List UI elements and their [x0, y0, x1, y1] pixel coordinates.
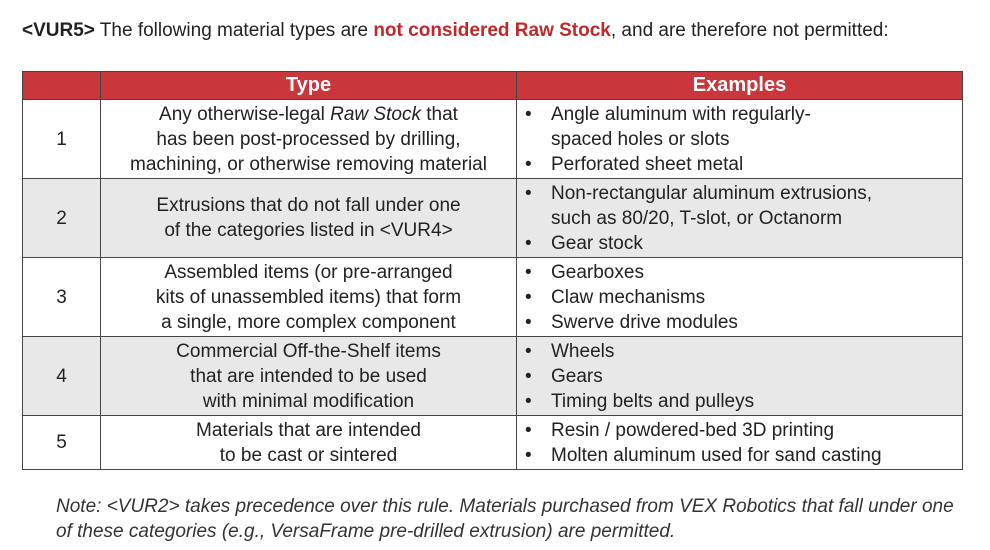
type-line: that are intended to be used [190, 365, 427, 387]
type-line: Assembled items (or pre-arranged [164, 261, 453, 283]
type-line: Commercial Off-the-Shelf items [176, 340, 441, 362]
row-type [101, 416, 517, 470]
header-type: Type [101, 72, 517, 100]
example-item: • Timing belts and pulleys [517, 389, 962, 414]
header-number [23, 72, 101, 100]
row-examples [517, 100, 963, 179]
rule-intro [22, 18, 889, 44]
example-item: • Swerve drive modules [517, 310, 962, 335]
table-row [23, 258, 963, 337]
type-line: has been post-processed by drilling, [156, 128, 461, 150]
type-line: kits of unassembled items) that form [155, 286, 462, 308]
row-type [101, 337, 517, 416]
row-number: 4 [23, 337, 101, 416]
type-line: machining, or otherwise removing material [130, 153, 487, 175]
example-item: • Molten aluminum used for sand casting [517, 443, 962, 468]
row-type [101, 258, 517, 337]
example-item: • Perforated sheet metal [517, 152, 962, 177]
type-line: Extrusions that do not fall under one [156, 195, 461, 216]
type-line: a single, more complex component [161, 311, 456, 333]
type-line: of the categories listed in <VUR4> [164, 220, 453, 241]
intro-highlight: not considered Raw Stock [373, 20, 611, 41]
material-types-table [22, 71, 963, 470]
intro-text-before: The following material types are [94, 20, 374, 41]
example-item: • Gear stock [517, 231, 962, 256]
intro-text-after: , and are therefore not permitted: [610, 20, 889, 41]
row-number: 1 [23, 100, 101, 179]
header-examples: Examples [517, 72, 963, 100]
table-row [23, 179, 963, 258]
row-examples [517, 337, 963, 416]
table-header-row [23, 72, 963, 100]
row-examples [517, 416, 963, 470]
row-number: 5 [23, 416, 101, 470]
row-type [101, 100, 517, 179]
type-line: to be cast or sintered [219, 444, 398, 466]
example-item: • Gearboxes [517, 260, 962, 285]
example-item: • Angle aluminum with regularly-spaced holes or slots [517, 102, 962, 152]
example-item: • Gears [517, 364, 962, 389]
row-examples [517, 258, 963, 337]
rule-tag: <VUR5> [22, 20, 95, 41]
row-examples [517, 179, 963, 258]
row-type [101, 179, 517, 258]
table-row [23, 100, 963, 179]
example-item: • Claw mechanisms [517, 285, 962, 310]
example-item: • Non-rectangular aluminum extrusions, such as 80/20, T-slot, or Octanorm [517, 181, 962, 231]
row-number: 2 [23, 179, 101, 258]
type-line: Any otherwise-legal [159, 103, 331, 125]
type-term: Raw Stock [330, 103, 421, 125]
example-item: • Wheels [517, 339, 962, 364]
table-row [23, 416, 963, 470]
type-line: that [420, 103, 458, 125]
type-line: with minimal modification [202, 390, 415, 412]
example-item: • Resin / powdered-bed 3D printing [517, 418, 962, 443]
row-number: 3 [23, 258, 101, 337]
type-line: Materials that are intended [196, 419, 421, 441]
rule-note: Note: <VUR2> takes precedence over this rule. Materials purchased from VEX Robotics that fall under one of these categories (e.g., VersaFrame pre-drilled extrusion) are permitted. [56, 496, 954, 542]
table-row [23, 337, 963, 416]
